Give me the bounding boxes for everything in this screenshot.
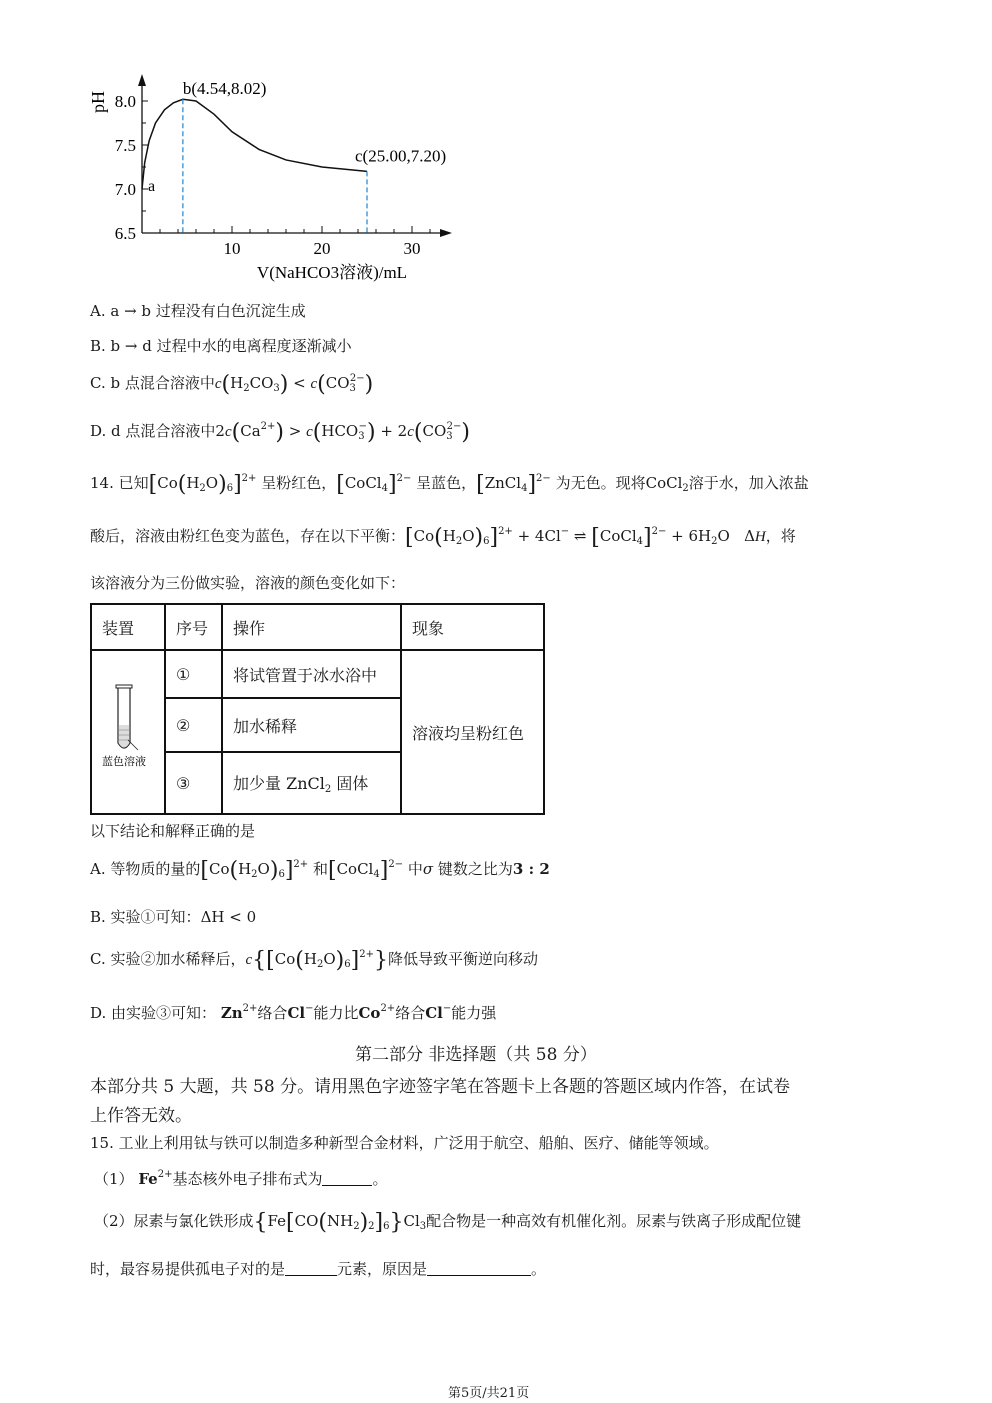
q13-option-b: B. b → d 过程中水的电离程度逐渐减小	[90, 337, 352, 355]
ph-titration-chart	[80, 70, 520, 290]
row-op-2: 加水稀释	[222, 698, 401, 752]
ph-curve	[142, 99, 367, 189]
part2-intro-line1: 本部分共 5 大题，共 58 分。请用黑色字迹签字笔在答题卡上各题的答题区域内作答，在试卷	[90, 1077, 791, 1097]
q13-option-a: A. a → b 过程没有白色沉淀生成	[90, 302, 306, 320]
row-op-1: 将试管置于冰水浴中	[222, 650, 401, 698]
svg-text:蓝色溶液: 蓝色溶液	[102, 755, 146, 768]
q14-option-a: A. 等物质的量的$[Co(H_2O)_6]^{2+}$ 和[CoCl$_4$]$^{2-}$ 中σ 键数之比为3 : 2	[90, 858, 550, 883]
q14-stem-line3: 该溶液分为三份做实验，溶液的颜色变化如下：	[90, 574, 406, 592]
point-b-label: b(4.54,8.02)	[182, 79, 267, 99]
y-tick-label: 7.0	[114, 180, 136, 199]
x-tick-label: 20	[313, 239, 331, 258]
y-axis-arrow	[138, 74, 146, 86]
row-num-3: ③	[165, 752, 222, 814]
table-header-phenomenon: 现象	[401, 604, 544, 650]
q14-question: 以下结论和解释正确的是	[90, 822, 256, 840]
y-tick-label: 6.5	[114, 224, 136, 243]
row-op-3: 加少量 ZnCl$_2$ 固体	[222, 752, 401, 814]
x-tick-label: 10	[223, 239, 241, 258]
q14-stem-line1: 14. 已知$[Co(H_2O)_6]^{2+}$ 呈粉红色，[CoCl$_4$]$^{2-}$ 呈蓝色，[ZnCl$_4$]$^{2-}$ 为无色。现将CoCl$_2$溶于水，加入浓盐	[90, 472, 809, 497]
q14-option-c: C. 实验②加水稀释后，$c\{[Co(H_2O)_6]^{2+}\}$降低导致平衡逆向移动	[90, 948, 538, 973]
point-c-label: c(25.00,7.20)	[355, 146, 447, 166]
q15-part1: （1） $Fe^{2+}$基态核外电子排布式为 。	[94, 1169, 388, 1188]
test-tube-icon	[98, 675, 158, 785]
x-tick-label: 30	[403, 239, 421, 258]
q13-option-c: C. b 点混合溶液中$c(H_2CO_3) < c(CO_3^{2-})$	[90, 372, 374, 397]
q14-option-d: D. 由实验③可知： $Zn^{2+}$络合Cl−能力比$Co^{2+}$络合Cl−能力强	[90, 1003, 497, 1022]
table-header-number: 序号	[165, 604, 222, 650]
test-tube-cell	[91, 650, 165, 814]
phenomenon-cell: 溶液均呈粉红色	[401, 650, 544, 814]
q15-stem: 15. 工业上利用钛与铁可以制造多种新型合金材料，广泛用于航空、船舶、医疗、储能等领域。	[90, 1134, 719, 1152]
part2-title: 第二部分 非选择题（共 58 分）	[355, 1045, 597, 1065]
point-a-label: a	[148, 178, 156, 195]
q15-part2-line1: （2）尿素与氯化铁形成$\{Fe[CO(NH_2)_2]_6\}Cl_3$配合物是一种高效有机催化剂。尿素与铁离子形成配位键	[94, 1210, 802, 1235]
table-header-apparatus: 装置	[91, 604, 165, 650]
q15-part2-line2: 时，最容易提供孤电子对的是 元素，原因是 。	[90, 1260, 547, 1278]
q14-stem-line2: 酸后，溶液由粉红色变为蓝色，存在以下平衡：$[Co(H_2O)_6]^{2+} + 4Cl^-$ ⇌ [CoCl$_4$]$^{2-}$ + $6H_2O$ ΔH，将	[90, 525, 796, 550]
x-axis-arrow	[440, 229, 452, 237]
y-axis-label: pH	[88, 91, 108, 113]
part2-intro-line2: 上作答无效。	[90, 1106, 192, 1126]
table-header-operation: 操作	[222, 604, 401, 650]
y-tick-label: 7.5	[114, 136, 136, 155]
q14-option-b: B. 实验①可知：ΔH < 0	[90, 908, 257, 926]
row-num-1: ①	[165, 650, 222, 698]
row-num-2: ②	[165, 698, 222, 752]
q13-option-d: D. d 点混合溶液中$2c(Ca^{2+}) > c(HCO_3^-) + 2c(CO_3^{2-})$	[90, 420, 470, 445]
y-tick-label: 8.0	[114, 92, 136, 111]
x-axis-label: V(NaHCO3溶液)/mL	[256, 263, 408, 282]
page-footer: 第5页/共21页	[448, 1386, 530, 1401]
experiment-table	[90, 603, 545, 815]
